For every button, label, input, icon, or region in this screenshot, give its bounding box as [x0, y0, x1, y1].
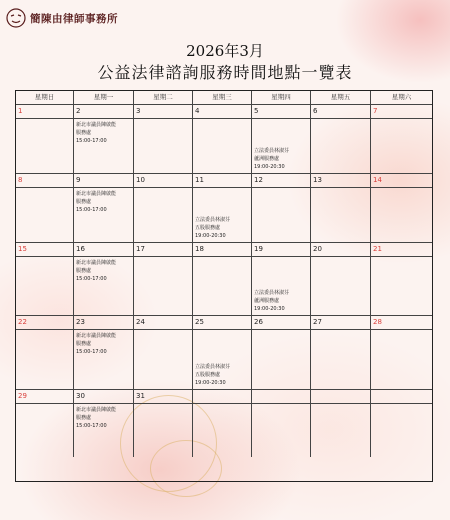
- day-number: 11: [193, 174, 252, 188]
- event-entry: [76, 332, 116, 356]
- day-cell: [74, 404, 134, 457]
- day-cell: [16, 404, 74, 457]
- event-line: 新北市議員陳啟能: [76, 260, 117, 266]
- day-cell: [252, 330, 311, 390]
- logo-icon: [6, 8, 26, 28]
- day-number: 10: [134, 174, 193, 188]
- event-line: 五股服務處: [195, 372, 221, 378]
- day-number: 7: [371, 105, 432, 119]
- day-number: 25: [193, 316, 252, 330]
- event-line: 服務處: [76, 130, 92, 136]
- day-cell: [311, 119, 371, 174]
- day-number: 21: [371, 243, 432, 257]
- day-cell: [74, 257, 134, 316]
- day-cell: [74, 188, 134, 243]
- day-number: 29: [16, 390, 74, 404]
- event-line: 新北市議員陳啟能: [76, 407, 117, 413]
- day-cell: [74, 330, 134, 390]
- weekday-header: 星期五: [311, 91, 371, 105]
- day-cell: [134, 404, 193, 457]
- day-cell: [252, 119, 311, 174]
- day-number: 22: [16, 316, 74, 330]
- event-line: 服務處: [76, 199, 92, 205]
- page-title: 公益法律諮詢服務時間地點一覽表: [97, 63, 353, 82]
- calendar-table: [15, 90, 433, 482]
- day-cell: [193, 257, 252, 316]
- day-cell: [371, 119, 432, 174]
- day-number: 28: [371, 316, 432, 330]
- event-entry: [76, 406, 116, 430]
- day-number: 13: [311, 174, 371, 188]
- day-cell: [371, 404, 432, 457]
- event-line: 19:00-20:30: [254, 164, 285, 170]
- day-cell: [16, 119, 74, 174]
- day-cell: [134, 188, 193, 243]
- day-number: 4: [193, 105, 252, 119]
- event-line: 15:00-17:00: [76, 423, 107, 429]
- event-line: 服務處: [76, 268, 92, 274]
- weekday-header: 星期一: [74, 91, 134, 105]
- day-number: 9: [74, 174, 134, 188]
- event-line: 蘆洲服務處: [254, 298, 280, 304]
- day-cell: [134, 119, 193, 174]
- event-line: 15:00-17:00: [76, 138, 107, 144]
- day-number: [311, 390, 371, 404]
- weekday-header: 星期三: [193, 91, 252, 105]
- day-cell: [371, 188, 432, 243]
- weekday-header: 星期四: [252, 91, 311, 105]
- event-line: 新北市議員陳啟能: [76, 333, 117, 339]
- day-cell: [252, 188, 311, 243]
- event-line: 19:00-20:30: [195, 233, 226, 239]
- event-entry: [76, 121, 116, 145]
- day-number: 3: [134, 105, 193, 119]
- event-line: 五股服務處: [195, 225, 221, 231]
- day-cell: [193, 404, 252, 457]
- day-number: 5: [252, 105, 311, 119]
- event-line: 15:00-17:00: [76, 207, 107, 213]
- day-number: 1: [16, 105, 74, 119]
- event-entry: [76, 190, 116, 214]
- day-cell: [134, 257, 193, 316]
- day-cell: [311, 257, 371, 316]
- day-number: 20: [311, 243, 371, 257]
- day-cell: [16, 257, 74, 316]
- event-line: 立法委員林淑芬: [254, 290, 290, 296]
- day-cell: [252, 404, 311, 457]
- weekday-header: 星期日: [16, 91, 74, 105]
- weekday-header: 星期六: [371, 91, 432, 105]
- event-entry: [254, 289, 289, 313]
- day-cell: [371, 257, 432, 316]
- day-number: [371, 390, 432, 404]
- firm-name: 簡陳由律師事務所: [30, 12, 118, 25]
- event-entry: [195, 363, 230, 387]
- day-cell: [16, 330, 74, 390]
- day-cell: [193, 119, 252, 174]
- event-line: 19:00-20:30: [254, 306, 285, 312]
- day-number: 8: [16, 174, 74, 188]
- day-number: 2: [74, 105, 134, 119]
- day-cell: [311, 404, 371, 457]
- day-number: 18: [193, 243, 252, 257]
- day-cell: [193, 188, 252, 243]
- day-number: 26: [252, 316, 311, 330]
- day-cell: [16, 188, 74, 243]
- day-number: 30: [74, 390, 134, 404]
- event-line: 蘆洲服務處: [254, 156, 280, 162]
- event-line: 19:00-20:30: [195, 380, 226, 386]
- day-number: 27: [311, 316, 371, 330]
- day-number: 14: [371, 174, 432, 188]
- event-entry: [254, 147, 289, 171]
- day-number: [193, 390, 252, 404]
- day-number: 15: [16, 243, 74, 257]
- day-cell: [134, 330, 193, 390]
- day-number: 12: [252, 174, 311, 188]
- day-cell: [311, 330, 371, 390]
- event-entry: [195, 216, 230, 240]
- day-number: 31: [134, 390, 193, 404]
- title-month: 2026年3月: [186, 42, 264, 60]
- day-number: 24: [134, 316, 193, 330]
- day-number: [252, 390, 311, 404]
- day-number: 23: [74, 316, 134, 330]
- event-line: 立法委員林淑芬: [254, 148, 290, 154]
- day-cell: [252, 257, 311, 316]
- event-line: 新北市議員陳啟能: [76, 122, 117, 128]
- weekday-header: 星期二: [134, 91, 193, 105]
- event-line: 服務處: [76, 341, 92, 347]
- event-line: 立法委員林淑芬: [195, 364, 231, 370]
- day-cell: [74, 119, 134, 174]
- event-line: 15:00-17:00: [76, 276, 107, 282]
- day-number: 16: [74, 243, 134, 257]
- event-line: 立法委員林淑芬: [195, 217, 231, 223]
- day-cell: [311, 188, 371, 243]
- event-line: 15:00-17:00: [76, 349, 107, 355]
- logo: [6, 8, 118, 28]
- day-cell: [193, 330, 252, 390]
- day-number: 19: [252, 243, 311, 257]
- event-line: 服務處: [76, 415, 92, 421]
- day-number: 6: [311, 105, 371, 119]
- event-entry: [76, 259, 116, 283]
- day-cell: [371, 330, 432, 390]
- event-line: 新北市議員陳啟能: [76, 191, 117, 197]
- day-number: 17: [134, 243, 193, 257]
